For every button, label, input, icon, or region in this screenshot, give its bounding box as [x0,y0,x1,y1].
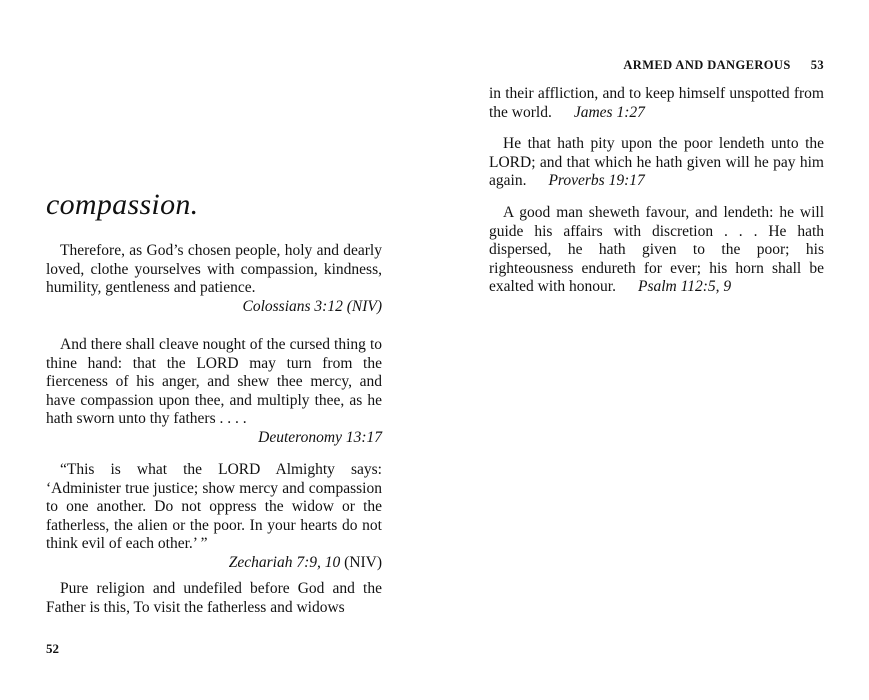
verse-text: Pure religion and undefiled before God and the Father is this, To visit the fatherless and widows [46,580,382,616]
verse-deuteronomy [46,336,382,447]
verse-james-end [489,85,824,122]
section-heading: compassion. [46,188,199,221]
verse-text: And there shall cleave nought of the cursed thing to thine hand: that the LORD may turn from the fierceness of his anger, and shew thee mercy, and have compassion upon thee, and multiply thee, as he hath sworn unto thy fathers . . . . [46,336,382,427]
verse-proverbs [489,135,824,191]
verse-text: “This is what the LORD Almighty says: ‘Administer true justice; show mercy and compassion to one another. Do not oppress the widow or the fatherless, the alien or the poor. In your hearts do not think evil of each other.’ ” [46,461,382,552]
right-page [489,0,824,700]
verse-text: Therefore, as God’s chosen people, holy and dearly loved, clothe yourselves with compassion, kindness, humility, gentleness and patience. [46,242,382,296]
verse-zechariah [46,461,382,572]
verse-colossians [46,242,382,316]
verse-reference: James 1:27 [573,103,645,121]
verse-reference: Deuteronomy 13:17 [258,428,382,446]
verse-reference: Colossians 3:12 (NIV) [242,297,382,315]
verse-text: He that hath pity upon the poor lendeth unto the LORD; and that which he hath given will he pay him again. [489,135,824,189]
page-number-left: 52 [46,641,59,656]
running-head-title: ARMED AND DANGEROUS [623,58,791,72]
verse-reference: Psalm 112:5, 9 [638,278,732,295]
verse-james-start [46,580,382,617]
verse-reference [46,554,382,573]
running-head [623,58,824,73]
verse-text: A good man sheweth favour, and lendeth: he will guide his affairs with discretion . . . He hath dispersed, he hath given to the poor; his righteousness endureth for ever; his horn shall be exalted with honour. [489,204,824,295]
verse-text-wrap [489,204,824,297]
left-page [46,0,382,700]
verse-text-wrap [489,135,824,191]
verse-continuation [489,85,824,122]
verse-reference-version: (NIV) [344,553,382,571]
verse-psalm [489,204,824,297]
page-number-right: 53 [810,58,824,72]
verse-reference-book: Zechariah 7:9, 10 [228,553,341,571]
verse-reference: Proverbs 19:17 [548,172,645,189]
verse-text: in their affliction, and to keep himself unspotted from the world. [489,85,824,121]
